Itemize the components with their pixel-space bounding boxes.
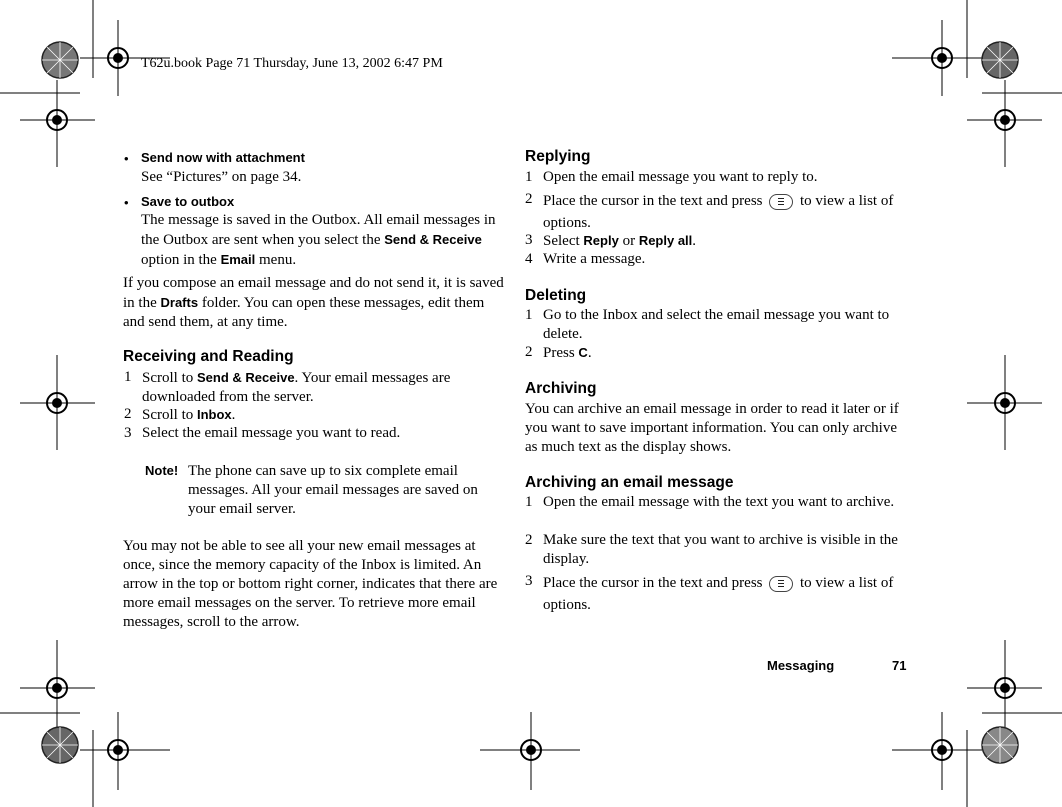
page-number: 71 <box>892 658 907 673</box>
file-info-header: T62u.book Page 71 Thursday, June 13, 2002 6:47 PM <box>141 56 443 71</box>
footer-section: Messaging <box>767 658 835 673</box>
bullet-body: See “Pictures” on page 34. <box>141 169 302 185</box>
bullet-icon: • <box>124 195 129 210</box>
closing-paragraph: You may not be able to see all your new email messages at once, since the memory capacity of the Inbox is limited. An arrow in the top or bottom right corner, indicates that there are more email messages on the server. To retrieve more email messages, scroll to the arrow. <box>123 538 498 630</box>
bullet-save-outbox <box>124 194 235 212</box>
heading-archiving-email: Archiving an email message <box>525 474 734 491</box>
heading-receiving: Receiving and Reading <box>123 348 294 365</box>
bullet-title: Send now with attachment <box>141 150 305 165</box>
archiving-paragraph: You can archive an email message in order to read it later or if you want to save important information. You can only archive as much text as the display shows. <box>525 401 899 455</box>
compose-paragraph: If you compose an email message and do not send it, it is saved in the Drafts folder. You can open these messages, edit them and send them, at any time. <box>123 275 504 330</box>
bullet-icon: • <box>124 151 129 166</box>
heading-replying: Replying <box>525 148 591 165</box>
menu-key-icon <box>769 194 793 210</box>
bullet-title: Save to outbox <box>141 194 235 209</box>
note-text: The phone can save up to six complete email messages. All your email messages are saved on your email server. <box>188 463 478 517</box>
note-label: Note! <box>145 463 179 478</box>
heading-archiving: Archiving <box>525 380 597 397</box>
heading-deleting: Deleting <box>525 287 587 304</box>
bullet-send-now <box>124 150 305 168</box>
bullet-body: The message is saved in the Outbox. All email messages in the Outbox are sent when you select the Send & Receive option in the Email menu. <box>141 212 496 268</box>
menu-key-icon <box>769 576 793 592</box>
